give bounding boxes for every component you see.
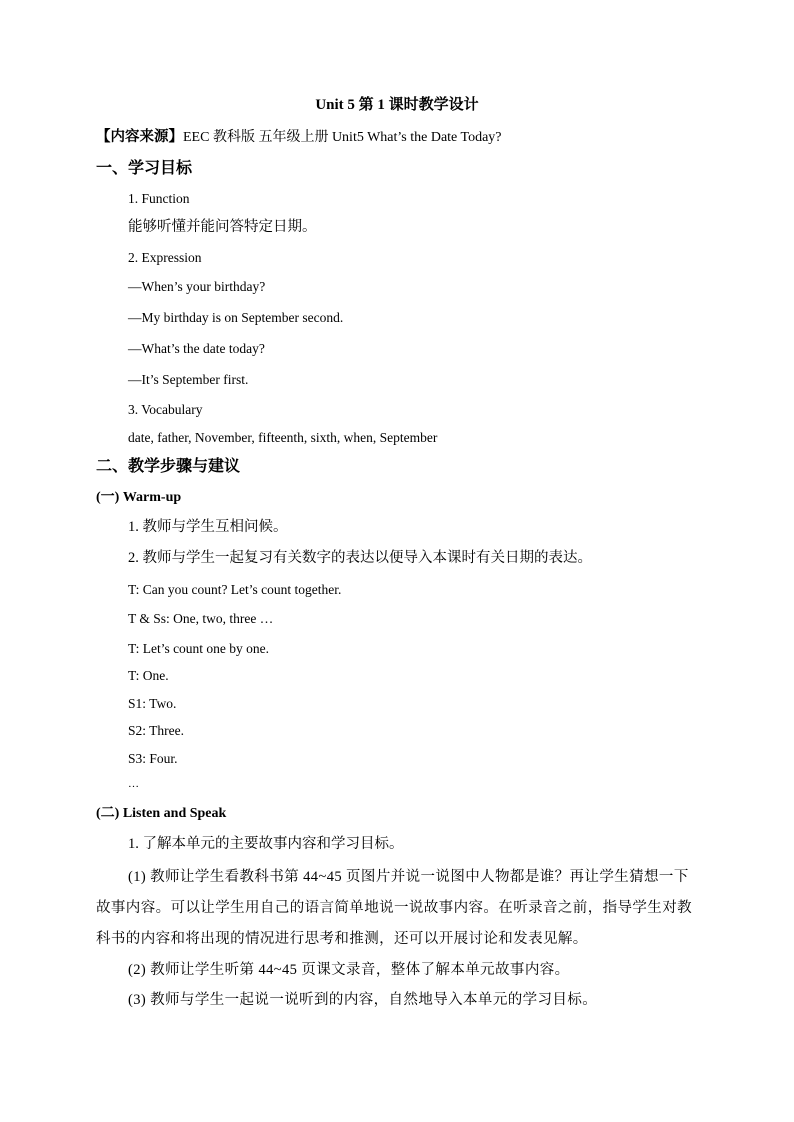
listen-paragraph-2: (2) 教师让学生听第 44~45 页课文录音，整体了解本单元故事内容。 [128, 962, 570, 978]
listen-step: 1. 了解本单元的主要故事内容和学习目标。 [128, 836, 404, 852]
warmup-step: 1. 教师与学生互相问候。 [128, 519, 288, 535]
dialogue-line: S1: Two. [128, 696, 177, 711]
dialogue-line: S2: Three. [128, 723, 184, 738]
expression-line: —When’s your birthday? [128, 279, 266, 294]
expression-line: —It’s September first. [128, 372, 249, 387]
section-heading-objectives: 一、学习目标 [96, 160, 193, 177]
objective-function-text: 能够听懂并能问答特定日期。 [128, 219, 317, 235]
subsection-heading-listen-speak: (二) Listen and Speak [96, 806, 227, 821]
expression-line: —My birthday is on September second. [128, 310, 344, 325]
content-source-label: 【内容来源】 [96, 129, 183, 145]
page-title: Unit 5 第 1 课时教学设计 [315, 97, 479, 113]
objective-expression-label: 2. Expression [128, 250, 202, 265]
warmup-step: 2. 教师与学生一起复习有关数字的表达以便导入本课时有关日期的表达。 [128, 550, 592, 566]
subsection-heading-warmup: (一) Warm-up [96, 490, 182, 505]
dialogue-line: S3: Four. [128, 751, 178, 766]
dialogue-line: T: Let’s count one by one. [128, 641, 270, 656]
listen-paragraph-3: (3) 教师与学生一起说一说听到的内容，自然地导入本单元的学习目标。 [128, 992, 598, 1008]
content-source-text: EEC 教科版 五年级上册 Unit5 What’s the Date Today? [183, 130, 502, 145]
objective-vocabulary-label: 3. Vocabulary [128, 402, 203, 417]
expression-line: —What’s the date today? [128, 341, 265, 356]
listen-paragraph-1: (1) 教师让学生看教科书第 44~45 页图片并说一说图中人物都是谁？再让学生猜想一下故事内容。可以让学生用自己的语言简单地说一说故事内容。在听录音之前，指导学生对教科书的内容和将出现的情况进行思考和推测，还可以开展讨论和发表见解。 [96, 869, 692, 947]
dialogue-line: T: One. [128, 668, 169, 683]
content-source [96, 130, 502, 145]
dialogue-line: T & Ss: One, two, three … [128, 611, 274, 626]
dialogue-line: T: Can you count? Let’s count together. [128, 582, 342, 597]
objective-function-label: 1. Function [128, 191, 190, 206]
vocabulary-list: date, father, November, fifteenth, sixth, when, September [128, 430, 438, 445]
section-heading-steps: 二、教学步骤与建议 [96, 458, 241, 475]
dialogue-ellipsis: … [128, 778, 139, 790]
